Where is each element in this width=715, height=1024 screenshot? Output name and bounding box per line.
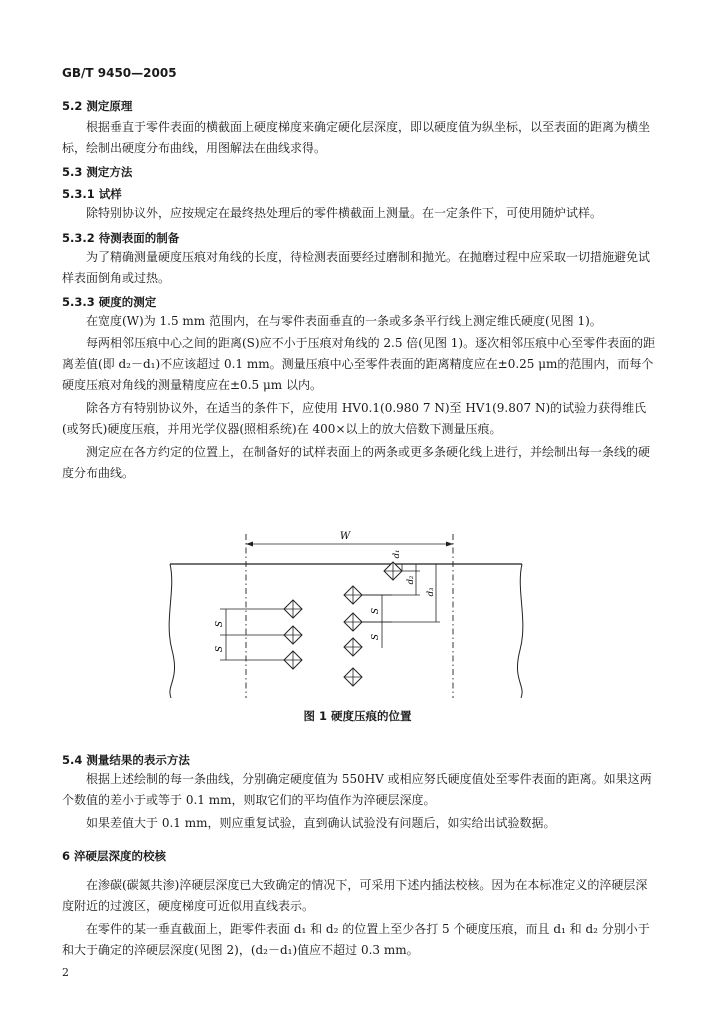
section-6-para-1: 在渗碳(碳氮共渗)淬硬层深度已大致确定的情况下，可采用下述内插法校核。因为在本标准定义的淬硬层深度附近的过渡区，硬度梯度可近似用直线表示。 bbox=[62, 878, 648, 913]
width-label: W bbox=[339, 531, 351, 542]
section-5-4-para-1: 根据上述绘制的每一条曲线，分别确定硬度值为 550HV 或相应努氏硬度值处至零件表面的距离。如果这两个数值的差小于或等于 0.1 mm，则取它们的平均值作为淬硬层深度。 bbox=[62, 772, 652, 807]
specimen-left-break bbox=[169, 564, 174, 698]
spacing-label-left-1: S bbox=[215, 620, 225, 628]
indentation-a-1-mark bbox=[284, 600, 302, 618]
section-5-3-2-heading: 5.3.2 待测表面的制备 bbox=[62, 231, 180, 245]
depth-d1-label: d₁ bbox=[392, 549, 402, 559]
depth-d3-label: d₃ bbox=[426, 587, 436, 597]
indentation-a-2-mark bbox=[284, 626, 302, 644]
section-5-3-heading: 5.3 测定方法 bbox=[62, 165, 133, 179]
section-5-3-3-para-4: 测定应在各方约定的位置上，在制备好的试样表面上的两条或更多条硬化线上进行，并绘制出每一条线的硬度分布曲线。 bbox=[62, 445, 651, 480]
spacing-label-right-2: S bbox=[371, 633, 381, 641]
section-5-3-2-body: 为了精确测量硬度压痕对角线的长度，待检测表面要经过磨制和抛光。在抛磨过程中应采取一切措施避免试样表面倒角或过热。 bbox=[62, 250, 651, 285]
section-5-2-body: 根据垂直于零件表面的横截面上硬度梯度来确定硬化层深度，即以硬度值为纵坐标，以至表面的距离为横坐标，绘制出硬度分布曲线，用图解法在曲线求得。 bbox=[62, 120, 651, 155]
indentation-row-1-mark bbox=[384, 562, 402, 580]
section-5-3-3-para-1: 在宽度(W)为 1.5 mm 范围内，在与零件表面垂直的一条或多条平行线上测定维氏硬度(见图 1)。 bbox=[86, 314, 602, 328]
indentation-b-3-mark bbox=[344, 668, 362, 686]
section-6-heading: 6 淬硬层深度的校核 bbox=[62, 849, 167, 863]
section-6-para-2: 在零件的某一垂直截面上，距零件表面 d₁ 和 d₂ 的位置上至少各打 5 个硬度压痕，而且 d₁ 和 d₂ 分别小于和大于确定的淬硬层深度(见图 2)，(d₂－d₁)值应不超过 0.3 mm。 bbox=[62, 922, 650, 957]
specimen-right-break bbox=[517, 564, 522, 698]
section-5-3-1-heading: 5.3.1 试样 bbox=[62, 187, 122, 201]
spacing-label-right-1: S bbox=[371, 607, 381, 615]
width-arrow-right bbox=[446, 542, 453, 547]
indentation-b-1-mark bbox=[344, 613, 362, 631]
page-number: 2 bbox=[62, 966, 69, 979]
figure-1-diagram bbox=[0, 520, 715, 700]
indentation-b-2-mark bbox=[344, 638, 362, 656]
section-5-3-1-body: 除特别协议外，应按规定在最终热处理后的零件横截面上测量。在一定条件下，可使用随炉试样。 bbox=[86, 206, 603, 220]
depth-d2-label: d₂ bbox=[406, 575, 416, 585]
section-5-2-heading: 5.2 测定原理 bbox=[62, 99, 133, 113]
section-5-3-3-heading: 5.3.3 硬度的测定 bbox=[62, 295, 157, 309]
width-arrow-left bbox=[246, 542, 253, 547]
section-5-4-para-2: 如果差值大于 0.1 mm，则应重复试验，直到确认试验没有问题后，如实给出试验数据。 bbox=[86, 816, 556, 830]
spacing-label-left-2: S bbox=[215, 645, 225, 653]
indentation-row-2-mark bbox=[344, 586, 362, 604]
section-5-3-3-para-2: 每两相邻压痕中心之间的距离(S)应不小于压痕对角线的 2.5 倍(见图 1)。逐次相邻压痕中心至零件表面的距离差值(即 d₂－d₁)不应该超过 0.1 mm。测量压痕中心至零件表面的距离精度应在±0.25 μm的范围内，而每个硬度压痕对角线的测量精度应在±0.5 μm 以内。 bbox=[62, 336, 656, 392]
standard-code: GB/T 9450—2005 bbox=[62, 66, 177, 80]
section-5-4-heading: 5.4 测量结果的表示方法 bbox=[62, 753, 190, 767]
section-5-3-3-para-3: 除各方有特别协议外，在适当的条件下，应使用 HV0.1(0.980 7 N)至 HV1(9.807 N)的试验力获得维氏(或努氏)硬度压痕，并用光学仪器(照相系统)在 400×以上的放大倍数下测量压痕。 bbox=[62, 401, 647, 436]
indentation-a-3-mark bbox=[284, 651, 302, 669]
figure-1-caption: 图 1 硬度压痕的位置 bbox=[303, 709, 412, 723]
